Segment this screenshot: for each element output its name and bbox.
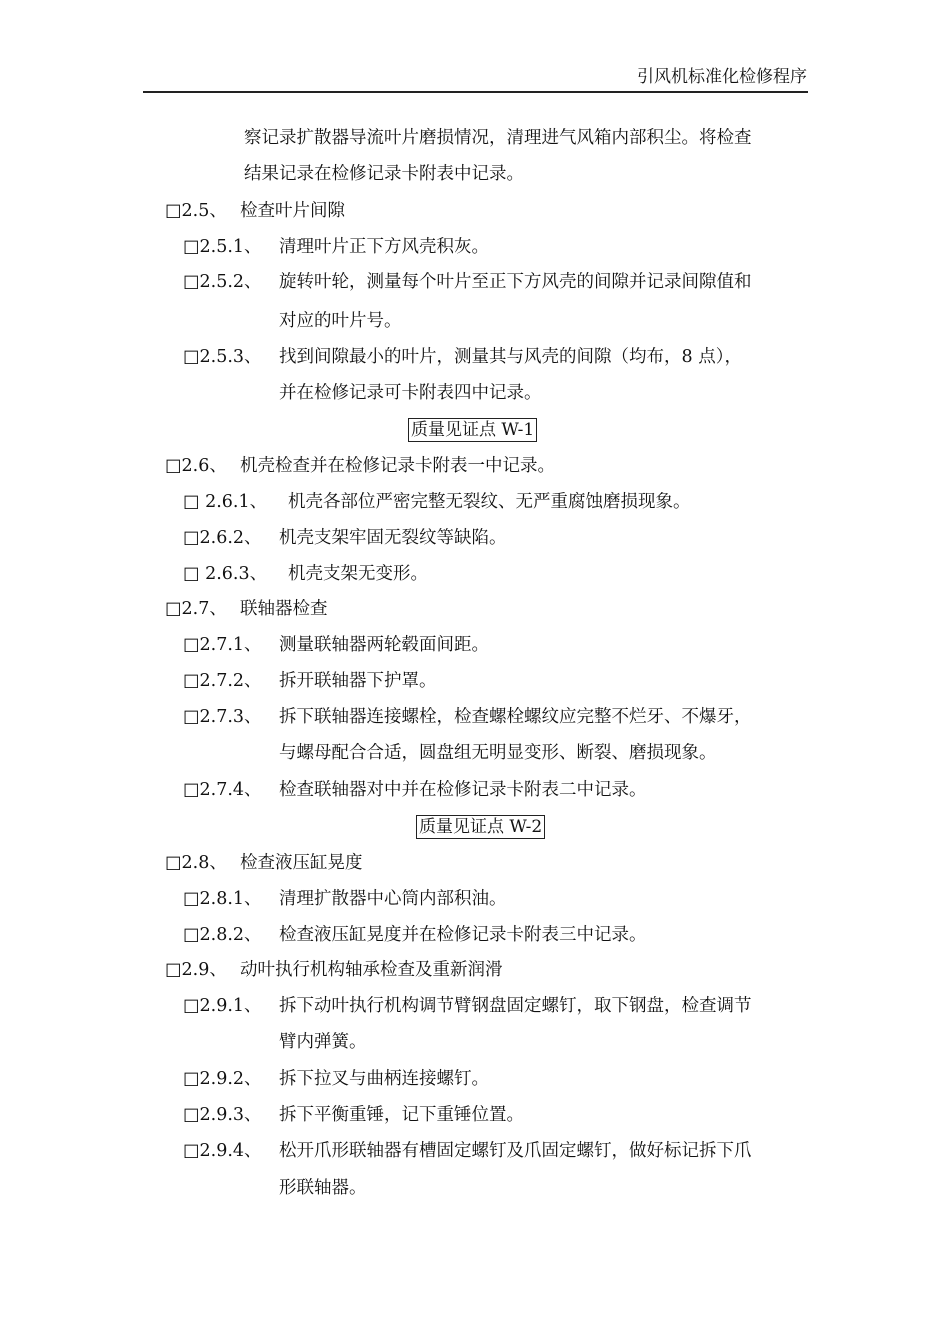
step-text: 旋转叶轮，测量每个叶片至正下方风壳的间隙并记录间隙值和	[279, 272, 752, 292]
step-number: □2.9.3、	[183, 1105, 262, 1125]
section-title: 联轴器检查	[240, 599, 328, 619]
section-title: 动叶执行机构轴承检查及重新润滑	[240, 960, 503, 980]
step-text: 机壳支架无变形。	[288, 564, 428, 584]
section-number: □2.6、	[165, 456, 227, 476]
step-number: □2.5.3、	[183, 347, 262, 367]
step-text: 拆开联轴器下护罩。	[279, 671, 437, 691]
step-number: □ 2.6.3、	[183, 564, 268, 584]
paragraph-continuation-line: 察记录扩散器导流叶片磨损情况，清理进气风箱内部积尘。将检查	[244, 128, 752, 148]
section-number: □2.7、	[165, 599, 227, 619]
step-number: □2.5.2、	[183, 272, 262, 292]
step-number: □2.9.4、	[183, 1141, 262, 1161]
step-text: 松开爪形联轴器有槽固定螺钉及爪固定螺钉，做好标记拆下爪	[279, 1141, 752, 1161]
step-text-continuation: 形联轴器。	[279, 1178, 367, 1198]
step-text: 找到间隙最小的叶片，测量其与风壳的间隙（均布，8 点），	[279, 347, 742, 367]
step-text: 机壳各部位严密完整无裂纹、无严重腐蚀磨损现象。	[288, 492, 691, 512]
step-number: □2.8.1、	[183, 889, 262, 909]
step-number: □2.7.3、	[183, 707, 262, 727]
step-text: 检查联轴器对中并在检修记录卡附表二中记录。	[279, 780, 647, 800]
step-text-continuation: 与螺母配合合适，圆盘组无明显变形、断裂、磨损现象。	[279, 743, 717, 763]
page-header-title: 引风机标准化检修程序	[637, 67, 807, 87]
step-number: □2.7.4、	[183, 780, 262, 800]
header-divider	[143, 91, 808, 93]
quality-witness-point-w1: 质量见证点 W-1	[408, 418, 537, 442]
section-title: 机壳检查并在检修记录卡附表一中记录。	[240, 456, 555, 476]
step-text: 清理扩散器中心筒内部积油。	[279, 889, 507, 909]
step-text: 拆下联轴器连接螺栓，检查螺栓螺纹应完整不烂牙、不爆牙，	[279, 707, 752, 727]
quality-witness-point-w2: 质量见证点 W-2	[416, 815, 545, 839]
paragraph-continuation-line: 结果记录在检修记录卡附表中记录。	[244, 164, 524, 184]
step-text: 拆下平衡重锤，记下重锤位置。	[279, 1105, 524, 1125]
section-number: □2.8、	[165, 853, 227, 873]
step-text-continuation: 臂内弹簧。	[279, 1032, 367, 1052]
step-text: 测量联轴器两轮毂面间距。	[279, 635, 489, 655]
step-number: □2.7.1、	[183, 635, 262, 655]
step-text-continuation: 并在检修记录可卡附表四中记录。	[279, 383, 542, 403]
step-text: 拆下拉叉与曲柄连接螺钉。	[279, 1069, 489, 1089]
step-text-continuation: 对应的叶片号。	[279, 311, 402, 331]
step-number: □2.7.2、	[183, 671, 262, 691]
step-text: 清理叶片正下方风壳积灰。	[279, 237, 489, 257]
section-title: 检查液压缸晃度	[240, 853, 363, 873]
section-number: □2.9、	[165, 960, 227, 980]
section-number: □2.5、	[165, 201, 227, 221]
step-number: □2.9.1、	[183, 996, 262, 1016]
step-number: □2.6.2、	[183, 528, 262, 548]
step-text: 拆下动叶执行机构调节臂钢盘固定螺钉，取下钢盘，检查调节	[279, 996, 752, 1016]
step-number: □ 2.6.1、	[183, 492, 268, 512]
step-number: □2.5.1、	[183, 237, 262, 257]
step-number: □2.9.2、	[183, 1069, 262, 1089]
step-text: 机壳支架牢固无裂纹等缺陷。	[279, 528, 507, 548]
step-number: □2.8.2、	[183, 925, 262, 945]
section-title: 检查叶片间隙	[240, 201, 345, 221]
step-text: 检查液压缸晃度并在检修记录卡附表三中记录。	[279, 925, 647, 945]
